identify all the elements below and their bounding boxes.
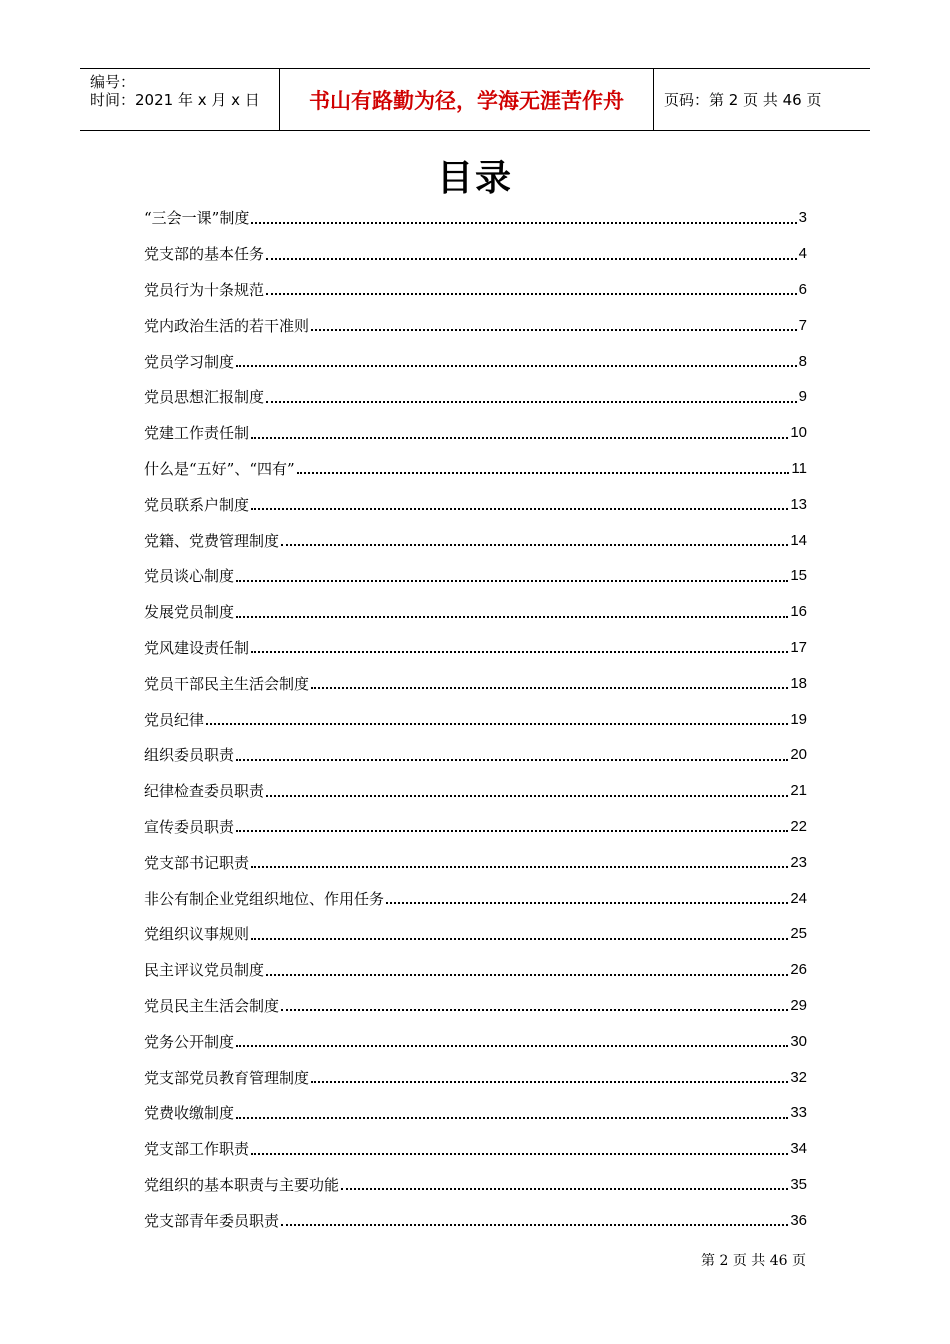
toc-entry[interactable] [144,486,807,522]
toc-entry-title: 党员思想汇报制度 [144,388,265,407]
toc-dot-leader [266,795,788,797]
toc-dot-leader [251,866,788,868]
toc-entry[interactable] [144,236,807,272]
toc-dot-leader [386,902,788,904]
toc-entry-title: 党建工作责任制 [144,424,250,443]
toc-dot-leader [281,1009,788,1011]
toc-entry-title: 党员干部民主生活会制度 [144,674,310,693]
toc-entry-title: 党风建设责任制 [144,638,250,657]
toc-entry-title: 党员联系户制度 [144,495,250,514]
toc-entry-title: 党费收缴制度 [144,1104,235,1123]
toc-dot-leader [311,1081,788,1083]
toc-dot-leader [236,759,788,761]
toc-entry[interactable] [144,773,807,809]
toc-entry-page: 10 [790,424,807,442]
toc-entry-page: 34 [790,1140,807,1158]
toc-entry-title: 党员学习制度 [144,352,235,371]
toc-dot-leader [297,472,790,474]
toc-entry[interactable] [144,737,807,773]
toc-entry[interactable] [144,809,807,845]
toc-dot-leader [251,222,796,224]
toc-dot-leader [281,544,788,546]
page-header [80,68,870,131]
toc-dot-leader [251,651,788,653]
toc-entry[interactable] [144,1023,807,1059]
toc-entry-page: 11 [791,459,807,477]
toc-dot-leader [311,329,797,331]
toc-entry-page: 16 [790,603,807,621]
toc-dot-leader [236,830,788,832]
toc-entry-page: 13 [790,495,807,513]
toc-entry[interactable] [144,630,807,666]
toc-entry[interactable] [144,451,807,487]
toc-dot-leader [281,1224,788,1226]
toc-entry-page: 32 [790,1068,807,1086]
toc-entry-title: 宣传委员职责 [144,817,235,836]
toc-dot-leader [251,938,788,940]
toc-entry[interactable] [144,594,807,630]
toc-entry[interactable] [144,1167,807,1203]
toc-dot-leader [311,687,788,689]
toc-entry[interactable] [144,1202,807,1238]
toc-entry-page: 6 [798,280,807,298]
toc-entry-page: 33 [790,1104,807,1122]
toc-entry[interactable] [144,343,807,379]
toc-dot-leader [266,974,788,976]
toc-dot-leader [236,1045,788,1047]
table-of-contents [144,200,807,1238]
toc-entry-title: 党支部青年委员职责 [144,1211,280,1230]
toc-entry[interactable] [144,880,807,916]
toc-entry-title: 党籍、党费管理制度 [144,531,280,550]
toc-dot-leader [236,580,788,582]
toc-dot-leader [266,401,797,403]
header-motto: 书山有路勤为径，学海无涯苦作舟 [280,69,654,130]
toc-entry[interactable] [144,665,807,701]
document-time-label: 时间：2021 年 x 月 x 日 [90,91,260,109]
toc-entry-page: 30 [790,1032,807,1050]
toc-entry-page: 7 [798,316,807,334]
toc-entry[interactable] [144,1095,807,1131]
toc-entry[interactable] [144,200,807,236]
toc-entry[interactable] [144,379,807,415]
toc-entry-page: 23 [790,853,807,871]
toc-entry-page: 20 [790,746,807,764]
toc-entry-page: 26 [790,961,807,979]
toc-dot-leader [266,293,797,295]
toc-entry[interactable] [144,701,807,737]
toc-entry-title: 什么是“五好”、“四有” [144,459,295,478]
toc-entry[interactable] [144,844,807,880]
toc-entry-title: 非公有制企业党组织地位、作用任务 [144,889,385,908]
page-footer: 第 2 页 共 46 页 [701,1253,806,1269]
toc-entry-page: 8 [798,352,807,370]
document-number-label: 编号： [90,73,136,91]
toc-entry-title: 党员纪律 [144,710,205,729]
toc-entry-title: 党支部书记职责 [144,853,250,872]
toc-entry[interactable] [144,988,807,1024]
toc-entry[interactable] [144,272,807,308]
toc-entry-page: 14 [790,531,807,549]
toc-entry-page: 21 [790,782,807,800]
toc-entry-title: 党支部工作职责 [144,1140,250,1159]
toc-entry-page: 3 [798,209,807,227]
toc-entry-page: 18 [790,674,807,692]
toc-entry[interactable] [144,307,807,343]
toc-dot-leader [251,437,788,439]
toc-entry-title: 党员谈心制度 [144,567,235,586]
toc-dot-leader [251,508,788,510]
toc-entry[interactable] [144,1059,807,1095]
toc-dot-leader [206,723,788,725]
toc-entry-title: 党内政治生活的若干准则 [144,316,310,335]
toc-entry-page: 36 [790,1211,807,1229]
toc-entry[interactable] [144,952,807,988]
toc-entry-page: 35 [790,1175,807,1193]
toc-entry-title: 组织委员职责 [144,746,235,765]
toc-dot-leader [341,1188,788,1190]
toc-entry-title: 发展党员制度 [144,603,235,622]
toc-entry-title: 党员民主生活会制度 [144,996,280,1015]
toc-entry-title: 党务公开制度 [144,1032,235,1051]
toc-entry-page: 17 [790,638,807,656]
header-page-label: 页码：第 2 页 共 46 页 [664,91,822,109]
toc-entry-title: 党组织议事规则 [144,925,250,944]
toc-entry-title: 党员行为十条规范 [144,280,265,299]
toc-dot-leader [236,616,788,618]
toc-dot-leader [236,365,797,367]
toc-entry-page: 4 [798,245,807,263]
toc-entry[interactable] [144,522,807,558]
toc-entry[interactable] [144,916,807,952]
toc-entry[interactable] [144,558,807,594]
page-title: 目录 [436,158,513,199]
toc-entry-page: 29 [790,996,807,1014]
toc-entry-title: 民主评议党员制度 [144,961,265,980]
header-meta [80,69,280,130]
toc-entry-page: 9 [798,388,807,406]
toc-entry-title: 纪律检查委员职责 [144,782,265,801]
toc-dot-leader [251,1153,788,1155]
toc-dot-leader [236,1117,788,1119]
toc-entry-page: 22 [790,817,807,835]
toc-dot-leader [266,258,797,260]
toc-entry-page: 15 [790,567,807,585]
toc-entry-page: 25 [790,925,807,943]
toc-entry-title: 党支部党员教育管理制度 [144,1068,310,1087]
toc-entry-page: 19 [790,710,807,728]
toc-entry-page: 24 [790,889,807,907]
toc-entry[interactable] [144,415,807,451]
toc-entry-title: 党支部的基本任务 [144,245,265,264]
toc-entry-title: “三会一课”制度 [144,209,250,228]
toc-entry[interactable] [144,1131,807,1167]
toc-entry-title: 党组织的基本职责与主要功能 [144,1175,340,1194]
